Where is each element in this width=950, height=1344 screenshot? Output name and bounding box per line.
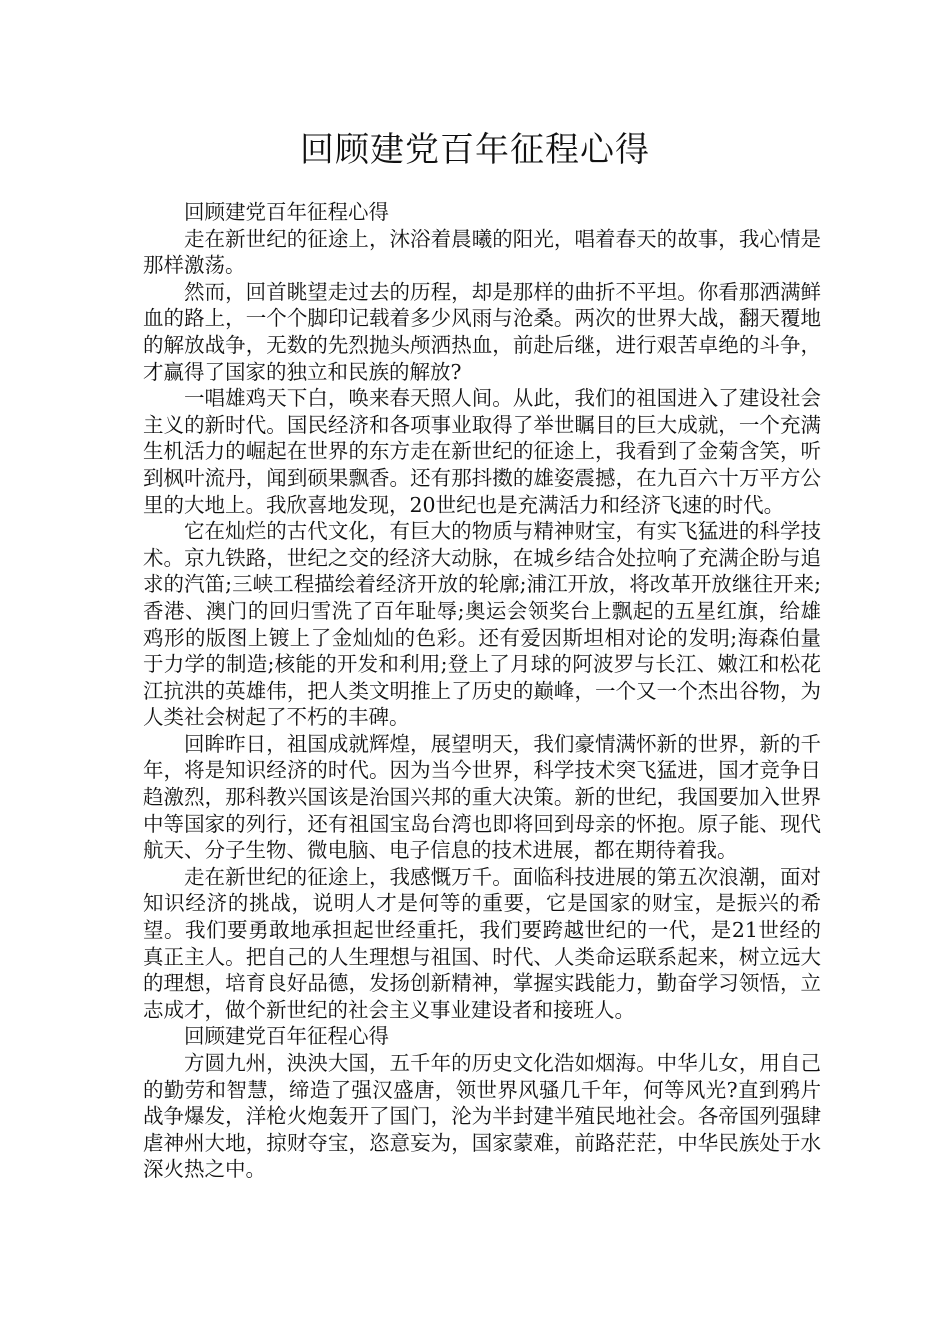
document-body (143, 199, 821, 1183)
paragraph-5: 回眸昨日，祖国成就辉煌，展望明天，我们豪情满怀新的世界，新的千年，将是知识经济的时代。因为当今世界，科学技术突飞猛进，国才竞争日趋激烈，那科教兴国该是治国兴邦的重大决策。新的世纪，我国要加入世界中等国家的列行，还有祖国宝岛台湾也即将回到母亲的怀抱。原子能、现代航天、分子生物、微电脑、电子信息的技术进展，都在期待着我。 (143, 731, 821, 863)
paragraph-1: 走在新世纪的征途上，沐浴着晨曦的阳光，唱着春天的故事，我心情是那样激荡。 (143, 226, 821, 278)
paragraph-2: 然而，回首眺望走过去的历程，却是那样的曲折不平坦。你看那洒满鲜血的路上，一个个脚印记载着多少风雨与沧桑。两次的世界大战，翻天覆地的解放战争，无数的先烈抛头颅洒热血，前赴后继，进行艰苦卓绝的斗争，才赢得了国家的独立和民族的解放? (143, 279, 821, 384)
paragraph-6: 走在新世纪的征途上，我感慨万千。面临科技进展的第五次浪潮，面对知识经济的挑战，说明人才是何等的重要，它是国家的财宝，是振兴的希望。我们要勇敢地承担起世经重托，我们要跨越世纪的一代，是21世经的真正主人。把自己的人生理想与祖国、时代、人类命运联系起来，树立远大的理想，培育良好品德，发扬创新精神，掌握实践能力，勤奋学习领悟，立志成才，做个新世纪的社会主义事业建设者和接班人。 (143, 864, 821, 1022)
document-title: 回顾建党百年征程心得 (300, 130, 650, 170)
paragraph-7: 方圆九州，泱泱大国，五千年的历史文化浩如烟海。中华儿女，用自己的勤劳和智慧，缔造了强汉盛唐，领世界风骚几千年，何等风光?直到鸦片战争爆发，洋枪火炮轰开了国门，沦为半封建半殖民地社会。各帝国列强肆虐神州大地，掠财夺宝，恣意妄为，国家蒙难，前路茫茫，中华民族处于水深火热之中。 (143, 1051, 821, 1182)
paragraph-3: 一唱雄鸡天下白，唤来春天照人间。从此，我们的祖国进入了建设社会主义的新时代。国民经济和各项事业取得了举世瞩目的巨大成就，一个充满生机活力的崛起在世界的东方走在新世纪的征途上，我看到了金菊含笑，听到枫叶流丹，闻到硕果飘香。还有那抖擞的雄姿震撼，在九百六十万平方公里的大地上。我欣喜地发现，20世纪也是充满活力和经济飞速的时代。 (143, 386, 821, 517)
paragraph-4: 它在灿烂的古代文化，有巨大的物质与精神财宝，有实飞猛进的科学技术。京九铁路，世纪之交的经济大动脉，在城乡结合处拉响了充满企盼与追求的汽笛;三峡工程描绘着经济开放的轮廓;浦江开放，将改革开放继往开来;香港、澳门的回归雪洗了百年耻辱;奥运会领奖台上飘起的五星红旗，给雄鸡形的版图上镀上了金灿灿的色彩。还有爱因斯坦相对论的发明;海森伯量于力学的制造;核能的开发和利用;登上了月球的阿波罗与长江、嫩江和松花江抗洪的英雄伟，把人类文明推上了历史的巅峰，一个又一个杰出谷物，为人类社会树起了不朽的丰碑。 (143, 519, 821, 730)
paragraph-subtitle-2: 回顾建党百年征程心得 (184, 1024, 389, 1049)
paragraph-subtitle-1: 回顾建党百年征程心得 (184, 200, 389, 224)
